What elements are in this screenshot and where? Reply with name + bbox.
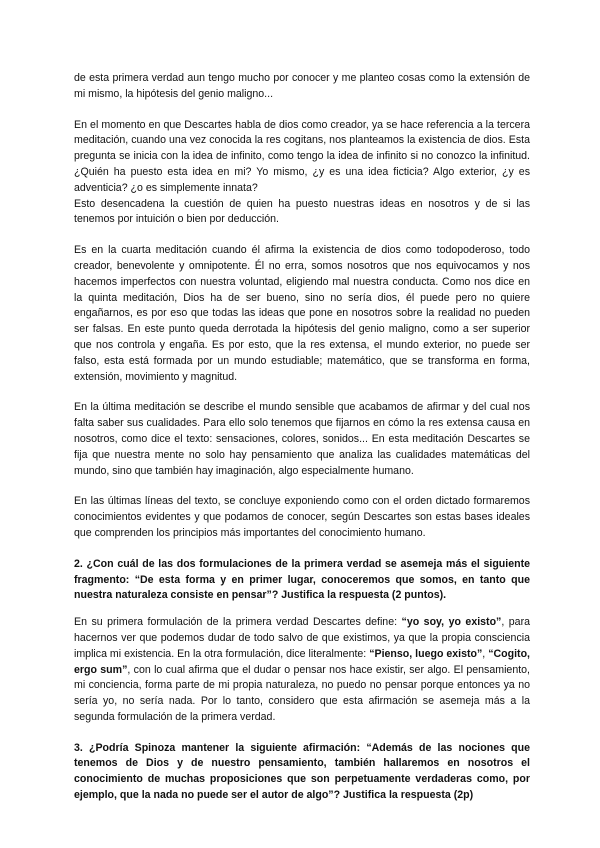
answer-2-text-3: , — [482, 647, 489, 660]
question-3-heading: 3. ¿Podría Spinoza mantener la siguiente afirmación: “Además de las nociones que tenemos de Dios y de nuestro pensamiento, también hallaremos en nosotros el conocimiento de muchas proposiciones que son perpetuamente verdaderas como, por ejemplo, que la nada no puede ser el autor de algo”? Justifica la respuesta (2p) — [74, 741, 530, 802]
paragraph-third-meditation: En el momento en que Descartes habla de dios como creador, ya se hace referencia a la tercera meditación, cuando una vez conocida la res cogitans, nos planteamos la existencia de dios. Esta pregunta se inicia con la idea de infinito, como tengo la idea de infinito si no conozco la infinitud. ¿Quién ha puesto esta idea en mi? Yo mismo, ¿y es una idea ficticia? Algo exterior, ¿y es adventicia? ¿o es simplemente innata? — [74, 118, 530, 194]
answer-2-quote-pienso: “Pienso, luego existo” — [369, 647, 483, 660]
answer-2-text-1: En su primera formulación de la primera verdad Descartes define: — [74, 616, 402, 629]
paragraph-fourth-meditation: Es en la cuarta meditación cuando él afirma la existencia de dios como todopoderoso, todo creador, benevolente y omnipotente. Él no erra, somos nosotros que nos equivocamos y nos hacemos imperfectos con nuestra voluntad, eligiendo mal nuestra conducta. Como nos dice en la quinta meditación, Dios ha de ser bueno, sino no sería dios, él puede pero no quiere engañarnos, es por eso que todas las ideas que pone en nosotros sobre la realidad no pueden ser falsas. En este punto queda derrotada la hipótesis del genio maligno, como a ser superior que nos controla y engaña. Es por esto, que la res extensa, el mundo exterior, no puede ser falso, esta está formada por un mundo estudiable; matemático, que se transforma en forma, extensión, movimiento y magnitud. — [74, 244, 530, 383]
paragraph-continuation: de esta primera verdad aun tengo mucho por conocer y me planteo cosas como la extensión de mi mismo, la hipótesis del genio maligno... — [74, 72, 530, 100]
answer-2-quote-yo-soy: “yo soy, yo existo” — [401, 616, 502, 629]
paragraph-last-meditation: En la última meditación se describe el mundo sensible que acabamos de afirmar y del cual nos falta saber sus cualidades. Para ello solo tenemos que fijarnos en cómo la res extensa causa en nosotros, como dice el texto: sensaciones, colores, sonidos... En esta meditación Descartes se fija que nuestra mente no solo hay pensamiento que analiza las cualidades matemáticas del mundo, sino que también hay imaginación, algo especialmente humano. — [74, 401, 530, 477]
answer-2-paragraph — [74, 615, 530, 726]
question-2-heading: 2. ¿Con cuál de las dos formulaciones de la primera verdad se asemeja más el siguiente fragmento: “De esta forma y en primer lugar, conoceremos que somos, en tanto que nuestra naturaleza consiste en pensar”? Justifica la respuesta (2 puntos). — [74, 557, 530, 602]
answer-2-text-2: , para hacernos ver que podemos dudar de todo salvo de que existimos, ya que la propia consciencia implica mi existencia. En la otra formulación, dice literalmente: — [74, 616, 530, 660]
paragraph-conclusion: En las últimas líneas del texto, se concluye exponiendo como con el orden dictado formaremos conocimientos evidentes y que podamos de conocer, según Descartes son estas bases ideales que comprenden los principios más importantes del conocimiento humano. — [74, 495, 530, 539]
document-body — [74, 71, 530, 815]
answer-2-quote-cogito: “Cogito, ergo sum” — [74, 647, 530, 676]
answer-2-text-4: , con lo cual afirma que el dudar o pensar nos hace existir, ser algo. El pensamiento, mi conciencia, forma parte de mi propia naturaleza, no puedo no pensar porque entonces ya no sería yo, no sería nada. Por lo tanto, considero que esta afirmación se asemeja más a la segunda formulación de la primera verdad. — [74, 663, 530, 723]
paragraph-ideas-origin: Esto desencadena la cuestión de quien ha puesto nuestras ideas en nosotros y de si las tenemos por intuición o bien por deducción. — [74, 197, 530, 226]
